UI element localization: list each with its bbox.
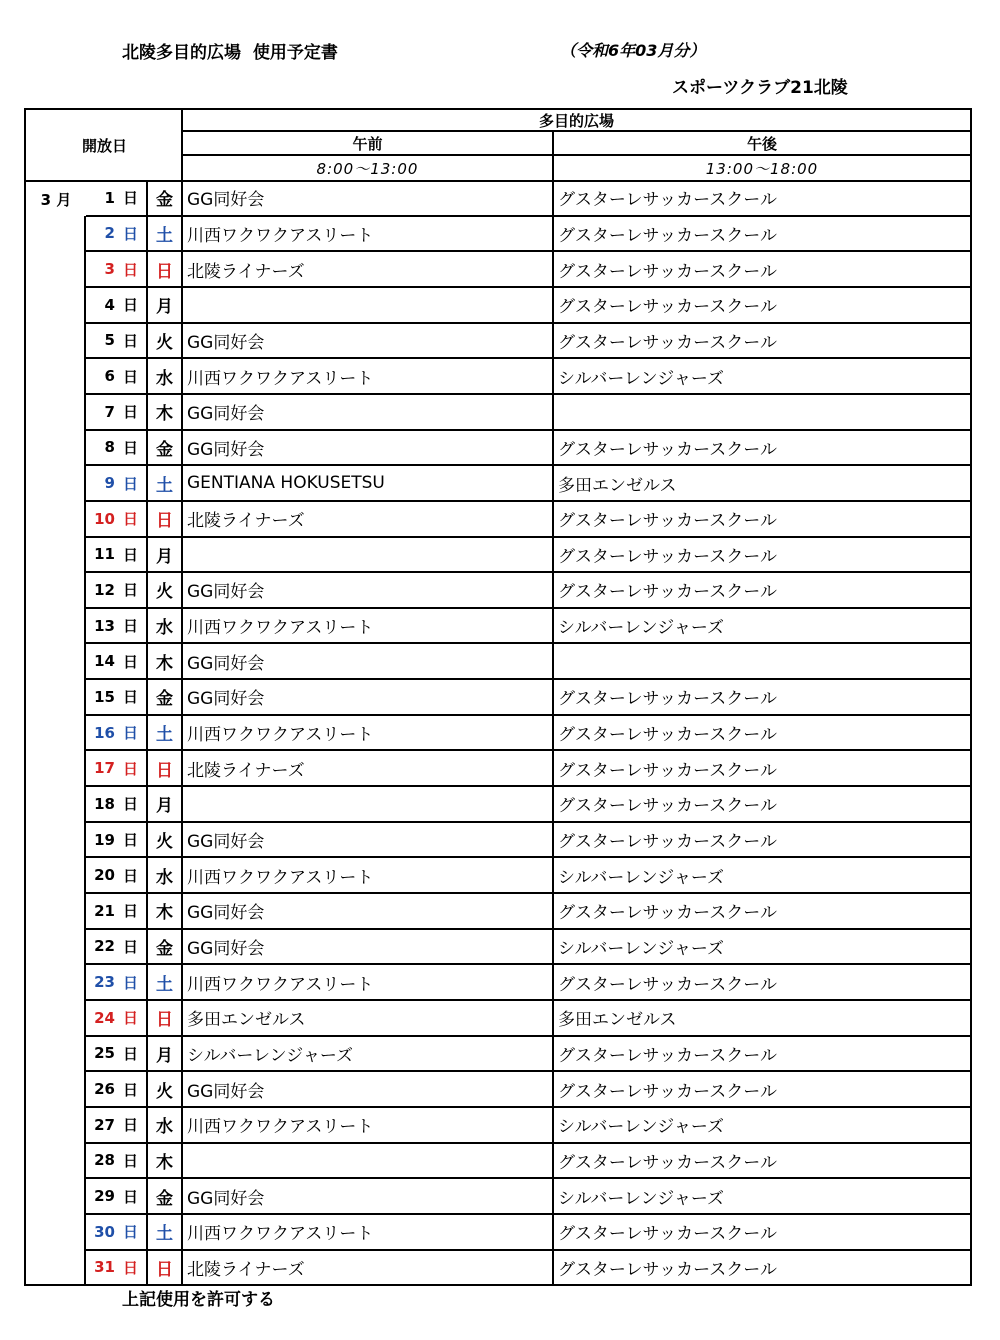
day-unit: 日 bbox=[122, 474, 138, 493]
day-unit: 日 bbox=[122, 331, 138, 350]
am-time-range: 8:00～13:00 bbox=[316, 159, 419, 178]
day-number bbox=[86, 857, 146, 893]
weekday: 日 bbox=[156, 261, 173, 282]
am-booking: GG同好会 bbox=[187, 439, 265, 460]
day-number bbox=[86, 893, 146, 929]
am-booking: GG同好会 bbox=[187, 832, 265, 852]
day-value: 19 bbox=[94, 830, 115, 849]
pm-booking: グスターレサッカースクール bbox=[558, 582, 777, 603]
weekday: 火 bbox=[156, 832, 173, 852]
pm-booking bbox=[554, 643, 970, 679]
day-unit: 日 bbox=[122, 937, 138, 956]
day-value: 24 bbox=[94, 1008, 115, 1027]
document-title: 北陵多目的広場 使用予定書 bbox=[122, 43, 338, 63]
month-label: 3 月 bbox=[40, 191, 72, 209]
am-booking: 多田エンゼルス bbox=[187, 1010, 306, 1031]
day-unit: 日 bbox=[122, 724, 138, 743]
day-unit: 日 bbox=[122, 1187, 138, 1206]
day-number bbox=[86, 572, 146, 608]
weekday: 土 bbox=[156, 225, 173, 246]
weekday: 日 bbox=[156, 511, 173, 532]
day-value: 6 bbox=[104, 367, 115, 386]
day-value: 2 bbox=[104, 224, 115, 243]
venue-header: 多目的広場 bbox=[538, 111, 614, 130]
pm-booking: シルバーレンジャーズ bbox=[558, 368, 725, 389]
pm-booking: グスターレサッカースクール bbox=[558, 511, 777, 532]
am-booking: GG同好会 bbox=[187, 190, 265, 211]
weekday: 火 bbox=[156, 582, 173, 603]
day-unit: 日 bbox=[122, 510, 138, 529]
weekday: 火 bbox=[156, 332, 173, 353]
day-unit: 日 bbox=[122, 1044, 138, 1063]
day-value: 27 bbox=[94, 1115, 115, 1134]
weekday: 日 bbox=[156, 1010, 173, 1031]
day-number bbox=[86, 1071, 146, 1107]
day-value: 16 bbox=[94, 723, 115, 742]
pm-booking: グスターレサッカースクール bbox=[558, 332, 777, 353]
weekday: 月 bbox=[156, 796, 173, 817]
day-value: 31 bbox=[94, 1258, 115, 1277]
day-number bbox=[86, 501, 146, 537]
pm-booking: グスターレサッカースクール bbox=[558, 796, 777, 817]
am-booking: シルバーレンジャーズ bbox=[187, 1045, 354, 1066]
day-value: 14 bbox=[94, 652, 115, 671]
day-number bbox=[86, 679, 146, 715]
weekday: 木 bbox=[156, 1152, 173, 1173]
weekday: 水 bbox=[156, 867, 173, 888]
am-booking: 北陵ライナーズ bbox=[187, 511, 305, 532]
pm-booking: グスターレサッカースクール bbox=[558, 225, 777, 246]
day-unit: 日 bbox=[122, 403, 138, 422]
day-unit: 日 bbox=[122, 260, 138, 279]
day-value: 29 bbox=[94, 1187, 115, 1205]
day-value: 20 bbox=[94, 866, 115, 885]
pm-booking: グスターレサッカースクール bbox=[558, 1081, 777, 1102]
am-booking: 川西ワクワクアスリート bbox=[187, 1224, 374, 1245]
pm-booking: シルバーレンジャーズ bbox=[558, 867, 725, 888]
day-unit: 日 bbox=[122, 795, 138, 814]
weekday: 金 bbox=[156, 190, 173, 211]
pm-header: 午後 bbox=[746, 134, 777, 153]
am-booking: 川西ワクワクアスリート bbox=[187, 618, 374, 639]
day-number bbox=[86, 786, 146, 822]
day-unit: 日 bbox=[122, 1151, 138, 1170]
day-value: 22 bbox=[94, 937, 115, 956]
pm-booking: グスターレサッカースクール bbox=[558, 903, 777, 924]
day-value: 21 bbox=[94, 901, 115, 920]
day-number bbox=[86, 1000, 146, 1036]
pm-booking: シルバーレンジャーズ bbox=[558, 1188, 725, 1209]
day-value: 4 bbox=[104, 295, 115, 314]
day-unit: 日 bbox=[122, 1258, 138, 1277]
am-booking: 川西ワクワクアスリート bbox=[187, 867, 374, 888]
day-number bbox=[86, 1036, 146, 1072]
am-booking: GG同好会 bbox=[187, 653, 265, 674]
day-number bbox=[86, 643, 146, 679]
day-unit: 日 bbox=[122, 652, 138, 671]
pm-booking: 多田エンゼルス bbox=[558, 475, 677, 496]
day-value: 9 bbox=[104, 474, 115, 492]
day-number bbox=[86, 465, 146, 501]
day-value: 12 bbox=[94, 580, 115, 599]
pm-booking: グスターレサッカースクール bbox=[558, 974, 777, 995]
day-value: 23 bbox=[94, 973, 115, 992]
am-booking: GG同好会 bbox=[187, 1081, 265, 1102]
pm-booking: シルバーレンジャーズ bbox=[558, 1117, 725, 1138]
day-number bbox=[86, 180, 146, 216]
am-booking: 北陵ライナーズ bbox=[187, 261, 305, 282]
day-unit: 日 bbox=[122, 367, 138, 386]
am-booking bbox=[183, 786, 552, 822]
approval-note: 上記使用を許可する bbox=[122, 1290, 275, 1310]
am-booking: GG同好会 bbox=[187, 689, 265, 710]
pm-booking: グスターレサッカースクール bbox=[558, 1152, 777, 1173]
day-unit: 日 bbox=[122, 224, 138, 243]
period-label: （令和6年03月分） bbox=[560, 41, 706, 60]
day-number bbox=[86, 251, 146, 287]
am-booking: GG同好会 bbox=[187, 938, 265, 959]
day-unit: 日 bbox=[122, 902, 138, 921]
day-value: 17 bbox=[94, 759, 115, 778]
day-number bbox=[86, 358, 146, 394]
am-booking: 川西ワクワクアスリート bbox=[187, 225, 374, 246]
day-value: 3 bbox=[104, 260, 115, 279]
day-value: 30 bbox=[94, 1222, 115, 1241]
day-number bbox=[86, 323, 146, 359]
am-booking: GG同好会 bbox=[187, 903, 265, 924]
pm-booking: グスターレサッカースクール bbox=[558, 1259, 777, 1280]
day-value: 7 bbox=[104, 402, 115, 421]
day-number bbox=[86, 430, 146, 466]
day-unit: 日 bbox=[122, 688, 138, 707]
pm-booking: グスターレサッカースクール bbox=[558, 297, 777, 318]
weekday: 土 bbox=[156, 475, 173, 496]
day-number bbox=[86, 1178, 146, 1214]
day-number bbox=[86, 216, 146, 252]
day-number bbox=[86, 964, 146, 1000]
day-value: 10 bbox=[94, 509, 115, 528]
day-number bbox=[86, 715, 146, 751]
weekday: 水 bbox=[156, 618, 173, 639]
organization-name: スポーツクラブ21北陵 bbox=[672, 78, 848, 98]
am-booking: 北陵ライナーズ bbox=[187, 1259, 305, 1280]
am-booking: 川西ワクワクアスリート bbox=[187, 974, 374, 995]
day-unit: 日 bbox=[122, 866, 138, 885]
am-booking bbox=[183, 287, 552, 323]
day-unit: 日 bbox=[122, 759, 138, 778]
day-value: 8 bbox=[104, 438, 115, 457]
day-unit: 日 bbox=[122, 296, 138, 315]
am-booking: GG同好会 bbox=[187, 404, 265, 425]
day-unit: 日 bbox=[122, 438, 138, 457]
day-number bbox=[86, 537, 146, 573]
day-unit: 日 bbox=[122, 581, 138, 600]
day-unit: 日 bbox=[122, 1223, 138, 1242]
day-unit: 日 bbox=[122, 1009, 138, 1028]
day-number bbox=[86, 1107, 146, 1143]
weekday: 水 bbox=[156, 1117, 173, 1138]
day-number bbox=[86, 287, 146, 323]
am-booking: 川西ワクワクアスリート bbox=[187, 725, 374, 746]
am-booking bbox=[183, 537, 552, 573]
day-unit: 日 bbox=[122, 545, 138, 564]
pm-booking: グスターレサッカースクール bbox=[558, 725, 777, 746]
day-value: 26 bbox=[94, 1080, 115, 1099]
day-number bbox=[86, 929, 146, 965]
weekday: 月 bbox=[156, 297, 173, 318]
day-unit: 日 bbox=[122, 831, 138, 849]
pm-booking: グスターレサッカースクール bbox=[558, 760, 777, 781]
pm-booking: グスターレサッカースクール bbox=[558, 261, 777, 282]
pm-booking: グスターレサッカースクール bbox=[558, 439, 777, 460]
weekday: 木 bbox=[156, 653, 173, 674]
am-booking: GENTIANA HOKUSETSU bbox=[187, 473, 385, 493]
pm-booking: グスターレサッカースクール bbox=[558, 190, 777, 211]
weekday: 金 bbox=[156, 689, 173, 710]
day-value: 28 bbox=[94, 1151, 115, 1170]
am-booking bbox=[183, 1143, 552, 1179]
day-value: 5 bbox=[104, 331, 115, 350]
am-booking: 北陵ライナーズ bbox=[187, 760, 305, 781]
day-number bbox=[86, 1214, 146, 1250]
weekday: 水 bbox=[156, 368, 173, 389]
pm-booking: グスターレサッカースクール bbox=[558, 1224, 777, 1245]
weekday: 土 bbox=[156, 1224, 173, 1245]
day-number bbox=[86, 394, 146, 430]
day-unit: 日 bbox=[122, 973, 138, 992]
day-value: 18 bbox=[94, 794, 115, 813]
pm-booking: グスターレサッカースクール bbox=[558, 832, 777, 852]
pm-booking: 多田エンゼルス bbox=[558, 1010, 677, 1031]
weekday: 木 bbox=[156, 903, 173, 924]
day-value: 1 bbox=[104, 188, 115, 207]
pm-booking: グスターレサッカースクール bbox=[558, 546, 777, 567]
am-booking: GG同好会 bbox=[187, 1188, 265, 1209]
day-number bbox=[86, 1250, 146, 1286]
day-unit: 日 bbox=[122, 189, 138, 208]
weekday: 木 bbox=[156, 404, 173, 425]
pm-time-range: 13:00～18:00 bbox=[705, 159, 819, 178]
pm-booking bbox=[554, 394, 970, 430]
day-number bbox=[86, 1143, 146, 1179]
pm-booking: シルバーレンジャーズ bbox=[558, 938, 725, 959]
day-number bbox=[86, 750, 146, 786]
am-booking: GG同好会 bbox=[187, 582, 265, 603]
day-unit: 日 bbox=[122, 617, 138, 636]
weekday: 火 bbox=[156, 1081, 173, 1102]
pm-booking: グスターレサッカースクール bbox=[558, 689, 777, 710]
am-header: 午前 bbox=[352, 134, 383, 153]
weekday: 日 bbox=[156, 760, 173, 781]
day-value: 15 bbox=[94, 687, 115, 706]
day-unit: 日 bbox=[122, 1116, 138, 1135]
pm-booking: グスターレサッカースクール bbox=[558, 1045, 777, 1066]
open-day-header: 開放日 bbox=[81, 136, 127, 155]
weekday: 月 bbox=[156, 546, 173, 567]
weekday: 金 bbox=[156, 938, 173, 959]
day-unit: 日 bbox=[122, 1080, 138, 1099]
weekday: 土 bbox=[156, 974, 173, 995]
weekday: 金 bbox=[156, 1188, 173, 1209]
am-booking: 川西ワクワクアスリート bbox=[187, 368, 374, 389]
weekday: 土 bbox=[156, 725, 173, 746]
pm-booking: シルバーレンジャーズ bbox=[558, 618, 725, 639]
day-value: 11 bbox=[94, 545, 115, 564]
day-value: 25 bbox=[94, 1044, 115, 1063]
schedule-table bbox=[24, 108, 972, 1286]
day-value: 13 bbox=[94, 616, 115, 635]
day-number bbox=[86, 822, 146, 858]
weekday: 月 bbox=[156, 1045, 173, 1066]
weekday: 日 bbox=[156, 1259, 173, 1280]
am-booking: GG同好会 bbox=[187, 332, 265, 353]
am-booking: 川西ワクワクアスリート bbox=[187, 1117, 374, 1138]
day-number bbox=[86, 608, 146, 644]
weekday: 金 bbox=[156, 439, 173, 460]
